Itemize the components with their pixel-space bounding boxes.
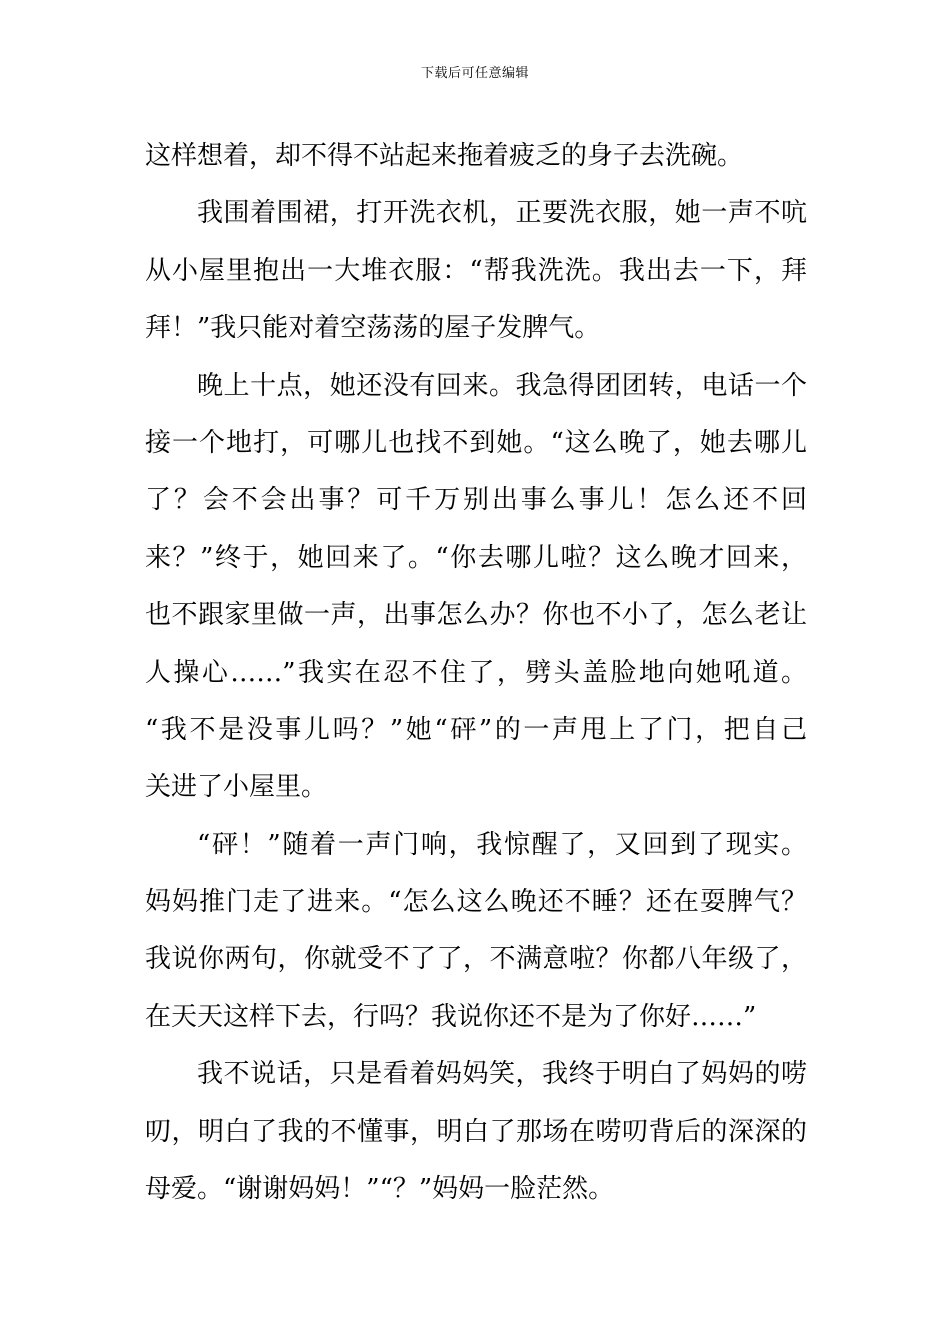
- text-line: 接一个地打，可哪儿也找不到她。“这么晚了，她去哪儿: [145, 427, 807, 458]
- body-text: [145, 128, 807, 1218]
- text-line: 也不跟家里做一声，出事怎么办？你也不小了，怎么老让: [145, 600, 807, 631]
- page-header: 下载后可任意编辑: [420, 66, 529, 81]
- text-line: 拜！”我只能对着空荡荡的屋子发脾气。: [145, 313, 601, 344]
- text-line: 从小屋里抱出一大堆衣服：“帮我洗洗。我出去一下，拜: [145, 255, 807, 286]
- text-line: 在天天这样下去，行吗？我说你还不是为了你好……”: [145, 1001, 757, 1032]
- text-line: 人操心……”我实在忍不住了，劈头盖脸地向她吼道。: [145, 657, 807, 688]
- text-line: 我不说话，只是看着妈妈笑，我终于明白了妈妈的唠: [197, 1059, 807, 1090]
- text-line: 叨，明白了我的不懂事，明白了那场在唠叨背后的深深的: [145, 1116, 807, 1147]
- text-line: “我不是没事儿吗？”她“砰”的一声甩上了门，把自己: [145, 714, 807, 745]
- text-line: 我围着围裙，打开洗衣机，正要洗衣服，她一声不吭: [197, 198, 807, 229]
- text-line: 母爱。“谢谢妈妈！”“？”妈妈一脸茫然。: [145, 1174, 615, 1205]
- text-line: 晚上十点，她还没有回来。我急得团团转，电话一个: [197, 370, 807, 401]
- text-line: 妈妈推门走了进来。“怎么这么晚还不睡？还在耍脾气？: [145, 887, 807, 918]
- text-line: “砰！”随着一声门响，我惊醒了，又回到了现实。: [197, 829, 807, 860]
- text-line: 我说你两句，你就受不了了，不满意啦？你都八年级了，: [145, 944, 807, 975]
- text-line: 这样想着，却不得不站起来拖着疲乏的身子去洗碗。: [145, 141, 744, 171]
- text-line: 了？会不会出事？可千万别出事么事儿！怎么还不回: [145, 485, 807, 516]
- text-line: 来？”终于，她回来了。“你去哪儿啦？这么晚才回来，: [145, 542, 807, 573]
- text-line: 关进了小屋里。: [145, 772, 328, 803]
